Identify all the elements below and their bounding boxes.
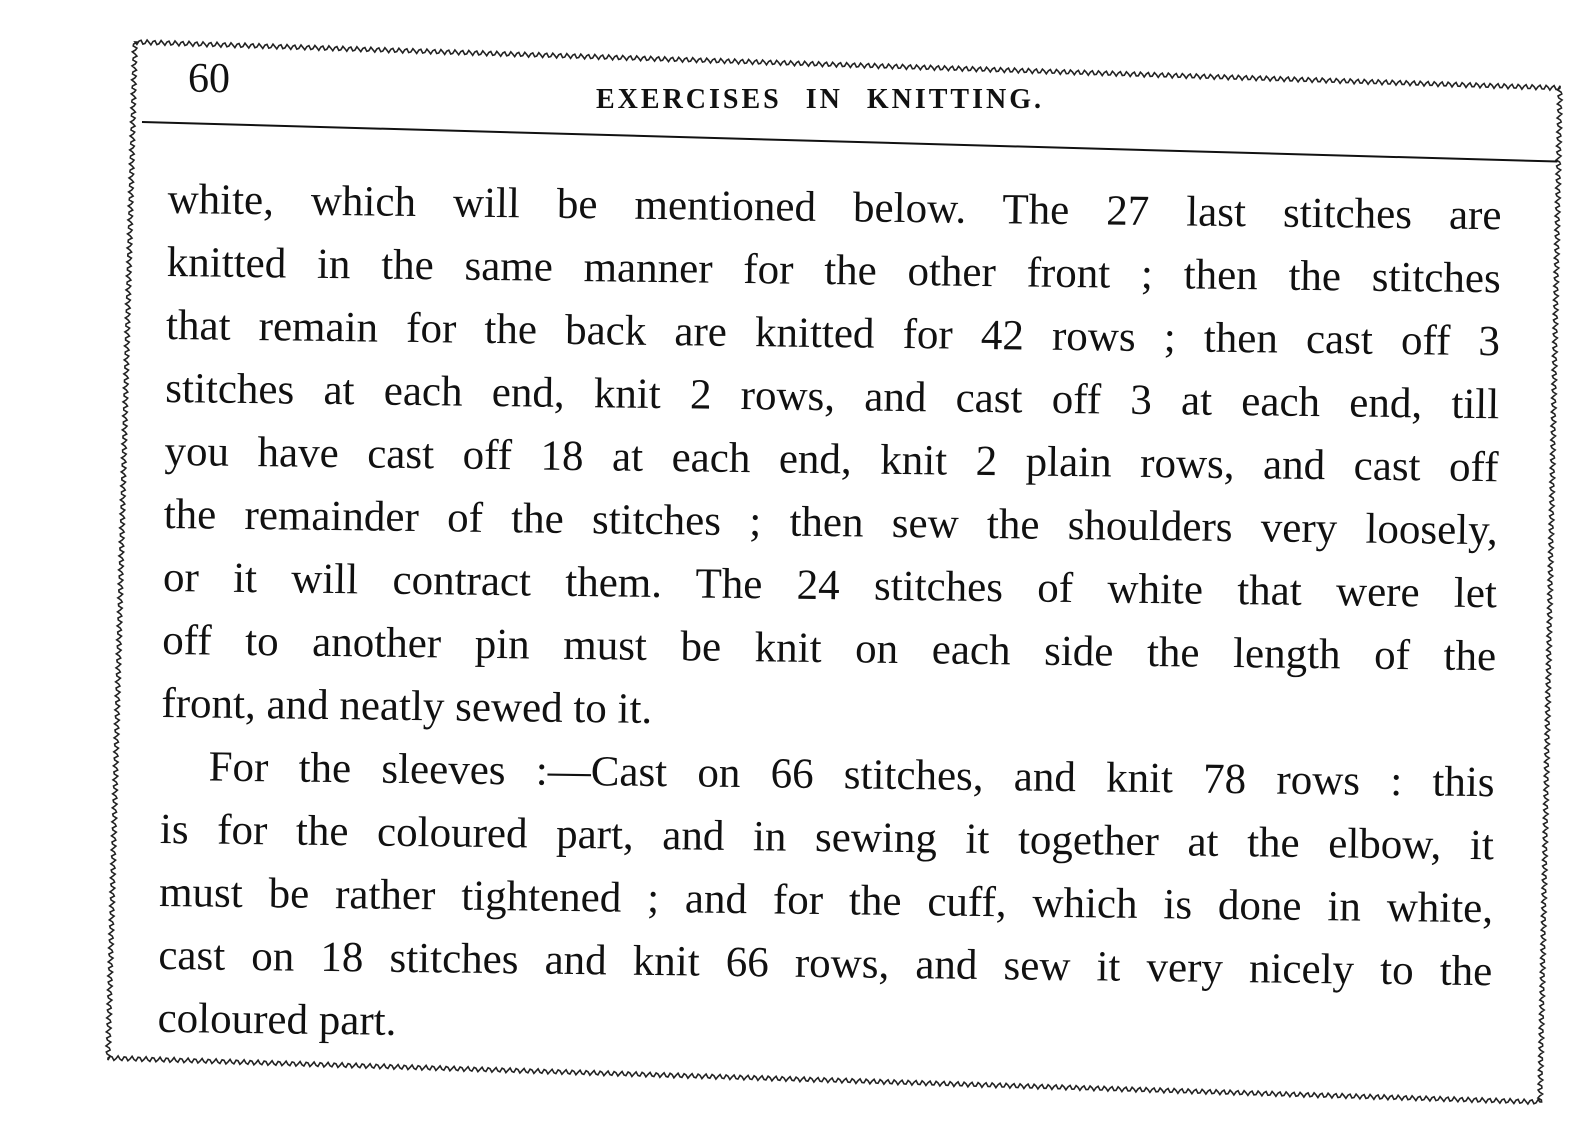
text-line: cast on 18 stitches and knit 66 rows, and sew it very nicely to the	[158, 931, 1493, 996]
page-number: 60	[188, 56, 230, 102]
text-line: stitches at each end, knit 2 rows, and cast off 3 at each end, till	[165, 364, 1500, 429]
text-line: For the sleeves :—Cast on 66 stitches, and knit 78 rows : this	[208, 743, 1495, 807]
text-line: the remainder of the stitches ; then sew the shoulders very loosely,	[163, 490, 1498, 555]
text-line: must be rather tightened ; and for the cuff, which is done in white,	[158, 868, 1494, 933]
text-line: front, and neatly sewed to it.	[161, 679, 653, 733]
text-line: or it will contract them. The 24 stitches of white that were let	[162, 553, 1498, 618]
text-line: knitted in the same manner for the other front ; then the stitches	[166, 238, 1502, 303]
text-line: off to another pin must be knit on each side the length of the	[161, 616, 1497, 681]
running-title: EXERCISES IN KNITTING.	[596, 84, 1044, 115]
text-line: coloured part.	[157, 994, 397, 1045]
body-text	[157, 168, 1502, 1066]
text-line: is for the coloured part, and in sewing it together at the elbow, it	[159, 805, 1495, 870]
text-line: you have cast off 18 at each end, knit 2 plain rows, and cast off	[164, 427, 1499, 492]
text-line: that remain for the back are knitted for 42 rows ; then cast off 3	[165, 301, 1501, 366]
text-line: white, which will be mentioned below. The 27 last stitches are	[167, 175, 1502, 240]
